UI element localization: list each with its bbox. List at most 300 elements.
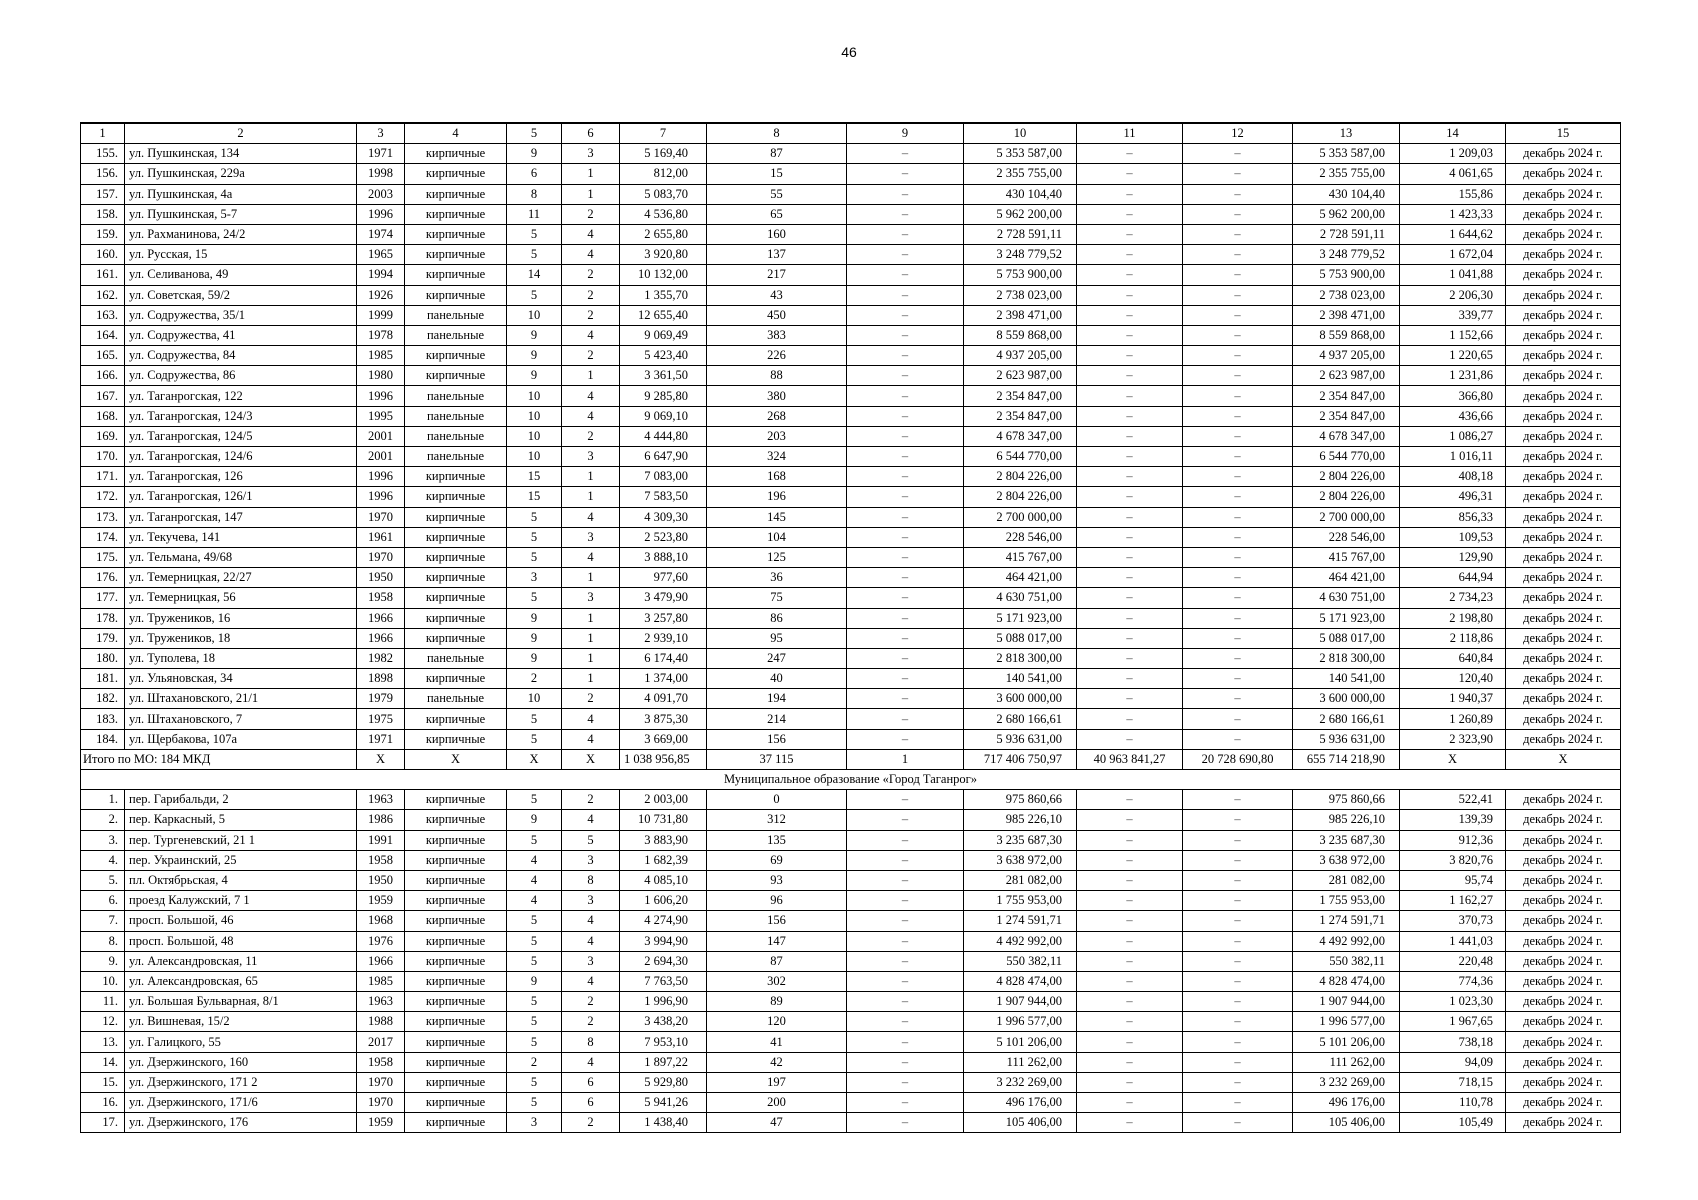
table-cell-col-13: 2 680 166,61	[1293, 709, 1400, 729]
table-cell-col-4: кирпичные	[405, 709, 507, 729]
table-cell-col-14: 522,41	[1400, 790, 1506, 810]
table-cell-col-1: 159.	[81, 224, 125, 244]
table-cell-col-13: 464 421,00	[1293, 568, 1400, 588]
table-cell-col-7: 977,60	[620, 568, 707, 588]
table-row	[81, 1093, 1621, 1113]
table-cell-col-9: –	[847, 588, 964, 608]
table-cell-col-5: 11	[507, 204, 562, 224]
table-cell-col-2: ул. Туполева, 18	[125, 648, 357, 668]
table-cell-col-2: проезд Калужский, 7 1	[125, 891, 357, 911]
table-cell-col-13: 3 248 779,52	[1293, 245, 1400, 265]
table-cell-col-4: панельные	[405, 406, 507, 426]
table-cell-col-2: ул. Дзержинского, 160	[125, 1052, 357, 1072]
table-cell-col-5: 2	[507, 669, 562, 689]
table-cell-col-5: 10	[507, 447, 562, 467]
table-cell-col-1: 157.	[81, 184, 125, 204]
table-cell-col-14: 1 967,65	[1400, 1012, 1506, 1032]
table-cell-col-8: 196	[707, 487, 847, 507]
table-cell-col-2: ул. Таганрогская, 124/6	[125, 447, 357, 467]
table-cell-col-9: –	[847, 285, 964, 305]
table-cell-col-13: 1 274 591,71	[1293, 911, 1400, 931]
table-cell-col-5: 5	[507, 1012, 562, 1032]
table-cell-col-2: ул. Рахманинова, 24/2	[125, 224, 357, 244]
table-cell-col-7: 3 994,90	[620, 931, 707, 951]
table-cell-col-9: –	[847, 870, 964, 890]
table-cell-col-3: 1970	[357, 1072, 405, 1092]
table-cell-col-4: кирпичные	[405, 931, 507, 951]
table-cell-col-11: –	[1077, 325, 1183, 345]
table-cell-col-14: 105,49	[1400, 1113, 1506, 1133]
table-cell-col-11: –	[1077, 830, 1183, 850]
table-cell-col-5: 9	[507, 144, 562, 164]
section-title-row	[81, 770, 1621, 790]
table-cell-col-5: 5	[507, 1072, 562, 1092]
table-cell-col-4: кирпичные	[405, 1032, 507, 1052]
table-cell-col-6: 2	[562, 204, 620, 224]
table-cell-col-1: 5.	[81, 870, 125, 890]
table-cell-col-14: 496,31	[1400, 487, 1506, 507]
table-cell-col-5: 9	[507, 608, 562, 628]
table-cell-col-8: 137	[707, 245, 847, 265]
table-cell-col-12: –	[1183, 406, 1293, 426]
table-cell-col-10: 8 559 868,00	[964, 325, 1077, 345]
table-cell-col-9: –	[847, 911, 964, 931]
table-cell-col-12: –	[1183, 245, 1293, 265]
table-cell-col-7: 4 274,90	[620, 911, 707, 931]
table-cell-col-10: 1 996 577,00	[964, 1012, 1077, 1032]
table-cell-col-12: –	[1183, 204, 1293, 224]
table-cell-col-12: –	[1183, 648, 1293, 668]
table-cell-col-14: 366,80	[1400, 386, 1506, 406]
total-cell-8: 37 115	[707, 749, 847, 769]
table-cell-col-4: кирпичные	[405, 164, 507, 184]
table-cell-col-13: 5 088 017,00	[1293, 628, 1400, 648]
table-cell-col-2: ул. Дзержинского, 171 2	[125, 1072, 357, 1092]
table-cell-col-15: декабрь 2024 г.	[1506, 305, 1621, 325]
table-cell-col-11: –	[1077, 951, 1183, 971]
table-row	[81, 507, 1621, 527]
table-cell-col-7: 5 169,40	[620, 144, 707, 164]
table-cell-col-9: –	[847, 527, 964, 547]
table-row	[81, 245, 1621, 265]
table-cell-col-5: 5	[507, 709, 562, 729]
table-cell-col-4: кирпичные	[405, 1012, 507, 1032]
table-cell-col-6: 4	[562, 709, 620, 729]
table-cell-col-5: 5	[507, 911, 562, 931]
table-cell-col-13: 2 623 987,00	[1293, 366, 1400, 386]
table-cell-col-12: –	[1183, 891, 1293, 911]
table-cell-col-13: 550 382,11	[1293, 951, 1400, 971]
table-cell-col-3: 1996	[357, 487, 405, 507]
table-cell-col-8: 40	[707, 669, 847, 689]
table-cell-col-2: ул. Щербакова, 107а	[125, 729, 357, 749]
table-cell-col-4: панельные	[405, 689, 507, 709]
table-cell-col-10: 2 623 987,00	[964, 366, 1077, 386]
table-cell-col-13: 6 544 770,00	[1293, 447, 1400, 467]
table-row	[81, 426, 1621, 446]
table-cell-col-4: кирпичные	[405, 265, 507, 285]
table-cell-col-13: 975 860,66	[1293, 790, 1400, 810]
table-cell-col-3: 1963	[357, 790, 405, 810]
section-title: Муниципальное образование «Город Таганрог»	[81, 770, 1621, 790]
table-cell-col-8: 302	[707, 971, 847, 991]
table-cell-col-14: 408,18	[1400, 467, 1506, 487]
table-cell-col-14: 2 323,90	[1400, 729, 1506, 749]
table-cell-col-4: кирпичные	[405, 850, 507, 870]
table-cell-col-6: 2	[562, 992, 620, 1012]
table-cell-col-11: –	[1077, 144, 1183, 164]
table-cell-col-14: 644,94	[1400, 568, 1506, 588]
table-cell-col-13: 5 171 923,00	[1293, 608, 1400, 628]
housing-registry-table	[80, 122, 1621, 1133]
table-row	[81, 386, 1621, 406]
table-cell-col-12: –	[1183, 447, 1293, 467]
table-cell-col-3: 1985	[357, 971, 405, 991]
table-row	[81, 346, 1621, 366]
table-cell-col-12: –	[1183, 689, 1293, 709]
table-cell-col-6: 2	[562, 426, 620, 446]
table-cell-col-15: декабрь 2024 г.	[1506, 608, 1621, 628]
table-body-section-1	[81, 144, 1621, 750]
table-row	[81, 184, 1621, 204]
table-cell-col-5: 5	[507, 790, 562, 810]
table-cell-col-6: 2	[562, 305, 620, 325]
table-cell-col-11: –	[1077, 406, 1183, 426]
table-cell-col-8: 55	[707, 184, 847, 204]
table-cell-col-1: 3.	[81, 830, 125, 850]
table-row	[81, 790, 1621, 810]
table-cell-col-9: –	[847, 850, 964, 870]
table-cell-col-14: 94,09	[1400, 1052, 1506, 1072]
table-cell-col-9: –	[847, 790, 964, 810]
table-cell-col-9: –	[847, 1113, 964, 1133]
table-cell-col-14: 220,48	[1400, 951, 1506, 971]
table-cell-col-14: 1 209,03	[1400, 144, 1506, 164]
table-cell-col-14: 139,39	[1400, 810, 1506, 830]
table-cell-col-7: 5 083,70	[620, 184, 707, 204]
table-row	[81, 224, 1621, 244]
table-cell-col-7: 3 479,90	[620, 588, 707, 608]
table-cell-col-2: ул. Темерницкая, 22/27	[125, 568, 357, 588]
table-cell-col-1: 160.	[81, 245, 125, 265]
table-cell-col-13: 3 600 000,00	[1293, 689, 1400, 709]
table-cell-col-11: –	[1077, 1113, 1183, 1133]
table-cell-col-10: 2 680 166,61	[964, 709, 1077, 729]
column-header-8: 8	[707, 123, 847, 144]
table-cell-col-11: –	[1077, 184, 1183, 204]
column-header-14: 14	[1400, 123, 1506, 144]
table-cell-col-6: 2	[562, 265, 620, 285]
table-row	[81, 709, 1621, 729]
table-cell-col-15: декабрь 2024 г.	[1506, 265, 1621, 285]
table-cell-col-12: –	[1183, 325, 1293, 345]
table-cell-col-10: 105 406,00	[964, 1113, 1077, 1133]
table-cell-col-10: 3 248 779,52	[964, 245, 1077, 265]
table-cell-col-7: 2 694,30	[620, 951, 707, 971]
table-cell-col-2: пер. Тургеневский, 21 1	[125, 830, 357, 850]
table-cell-col-7: 7 763,50	[620, 971, 707, 991]
table-cell-col-3: 1966	[357, 951, 405, 971]
table-cell-col-3: 1966	[357, 628, 405, 648]
table-row	[81, 648, 1621, 668]
table-cell-col-8: 36	[707, 568, 847, 588]
table-cell-col-15: декабрь 2024 г.	[1506, 689, 1621, 709]
table-row	[81, 669, 1621, 689]
table-cell-col-12: –	[1183, 971, 1293, 991]
table-cell-col-1: 11.	[81, 992, 125, 1012]
table-cell-col-9: –	[847, 689, 964, 709]
table-row	[81, 1113, 1621, 1133]
table-cell-col-4: кирпичные	[405, 527, 507, 547]
table-cell-col-4: кирпичные	[405, 204, 507, 224]
table-cell-col-8: 86	[707, 608, 847, 628]
table-cell-col-1: 164.	[81, 325, 125, 345]
table-cell-col-8: 89	[707, 992, 847, 1012]
table-cell-col-6: 8	[562, 870, 620, 890]
table-cell-col-2: пер. Каркасный, 5	[125, 810, 357, 830]
table-cell-col-14: 1 220,65	[1400, 346, 1506, 366]
table-cell-col-9: –	[847, 426, 964, 446]
table-cell-col-12: –	[1183, 830, 1293, 850]
table-cell-col-4: кирпичные	[405, 467, 507, 487]
table-cell-col-3: 1991	[357, 830, 405, 850]
table-cell-col-8: 41	[707, 1032, 847, 1052]
table-cell-col-15: декабрь 2024 г.	[1506, 931, 1621, 951]
table-cell-col-6: 4	[562, 245, 620, 265]
table-cell-col-1: 10.	[81, 971, 125, 991]
column-header-13: 13	[1293, 123, 1400, 144]
table-cell-col-11: –	[1077, 164, 1183, 184]
table-cell-col-10: 5 101 206,00	[964, 1032, 1077, 1052]
table-row	[81, 608, 1621, 628]
table-cell-col-3: 1988	[357, 1012, 405, 1032]
table-cell-col-6: 3	[562, 891, 620, 911]
table-cell-col-13: 111 262,00	[1293, 1052, 1400, 1072]
table-cell-col-13: 140 541,00	[1293, 669, 1400, 689]
table-cell-col-7: 4 536,80	[620, 204, 707, 224]
table-cell-col-8: 15	[707, 164, 847, 184]
table-cell-col-6: 1	[562, 184, 620, 204]
table-cell-col-5: 5	[507, 1032, 562, 1052]
table-cell-col-1: 184.	[81, 729, 125, 749]
table-cell-col-12: –	[1183, 366, 1293, 386]
table-cell-col-4: кирпичные	[405, 144, 507, 164]
table-cell-col-10: 5 353 587,00	[964, 144, 1077, 164]
table-cell-col-5: 3	[507, 568, 562, 588]
table-cell-col-7: 2 523,80	[620, 527, 707, 547]
table-cell-col-10: 2 398 471,00	[964, 305, 1077, 325]
table-cell-col-1: 12.	[81, 1012, 125, 1032]
table-cell-col-10: 430 104,40	[964, 184, 1077, 204]
table-cell-col-3: 1996	[357, 386, 405, 406]
table-cell-col-5: 8	[507, 184, 562, 204]
total-cell-14: Х	[1400, 749, 1506, 769]
table-cell-col-15: декабрь 2024 г.	[1506, 1072, 1621, 1092]
table-cell-col-8: 135	[707, 830, 847, 850]
table-cell-col-6: 1	[562, 366, 620, 386]
table-cell-col-4: кирпичные	[405, 830, 507, 850]
table-row	[81, 971, 1621, 991]
table-cell-col-1: 17.	[81, 1113, 125, 1133]
table-cell-col-4: кирпичные	[405, 951, 507, 971]
table-cell-col-4: кирпичные	[405, 669, 507, 689]
table-cell-col-13: 5 101 206,00	[1293, 1032, 1400, 1052]
table-cell-col-8: 93	[707, 870, 847, 890]
table-cell-col-5: 10	[507, 406, 562, 426]
table-cell-col-3: 1966	[357, 608, 405, 628]
table-row	[81, 588, 1621, 608]
table-cell-col-3: 1986	[357, 810, 405, 830]
table-cell-col-15: декабрь 2024 г.	[1506, 527, 1621, 547]
table-cell-col-4: кирпичные	[405, 790, 507, 810]
table-cell-col-2: ул. Таганрогская, 122	[125, 386, 357, 406]
table-cell-col-15: декабрь 2024 г.	[1506, 386, 1621, 406]
table-cell-col-7: 2 939,10	[620, 628, 707, 648]
table-cell-col-2: ул. Содружества, 86	[125, 366, 357, 386]
table-cell-col-2: ул. Александровская, 65	[125, 971, 357, 991]
table-cell-col-13: 3 235 687,30	[1293, 830, 1400, 850]
table-cell-col-6: 2	[562, 285, 620, 305]
table-cell-col-7: 6 174,40	[620, 648, 707, 668]
table-cell-col-9: –	[847, 325, 964, 345]
table-cell-col-5: 4	[507, 891, 562, 911]
table-cell-col-7: 1 682,39	[620, 850, 707, 870]
table-cell-col-1: 169.	[81, 426, 125, 446]
table-cell-col-11: –	[1077, 366, 1183, 386]
table-cell-col-2: пер. Гарибальди, 2	[125, 790, 357, 810]
table-cell-col-10: 2 818 300,00	[964, 648, 1077, 668]
table-cell-col-1: 2.	[81, 810, 125, 830]
table-cell-col-15: декабрь 2024 г.	[1506, 507, 1621, 527]
table-row	[81, 568, 1621, 588]
table-cell-col-2: ул. Вишневая, 15/2	[125, 1012, 357, 1032]
table-cell-col-2: ул. Тельмана, 49/68	[125, 547, 357, 567]
table-cell-col-5: 9	[507, 325, 562, 345]
table-cell-col-2: ул. Темерницкая, 56	[125, 588, 357, 608]
table-cell-col-14: 1 086,27	[1400, 426, 1506, 446]
table-cell-col-8: 87	[707, 144, 847, 164]
table-cell-col-15: декабрь 2024 г.	[1506, 285, 1621, 305]
table-cell-col-1: 177.	[81, 588, 125, 608]
table-cell-col-12: –	[1183, 527, 1293, 547]
table-cell-col-2: просп. Большой, 46	[125, 911, 357, 931]
table-cell-col-14: 1 016,11	[1400, 447, 1506, 467]
table-cell-col-10: 3 235 687,30	[964, 830, 1077, 850]
table-cell-col-3: 1898	[357, 669, 405, 689]
table-cell-col-13: 105 406,00	[1293, 1113, 1400, 1133]
table-cell-col-9: –	[847, 931, 964, 951]
table-cell-col-3: 1926	[357, 285, 405, 305]
table-cell-col-2: просп. Большой, 48	[125, 931, 357, 951]
table-cell-col-3: 1975	[357, 709, 405, 729]
table-cell-col-13: 228 546,00	[1293, 527, 1400, 547]
table-cell-col-14: 1 023,30	[1400, 992, 1506, 1012]
table-cell-col-10: 2 738 023,00	[964, 285, 1077, 305]
table-cell-col-8: 268	[707, 406, 847, 426]
table-cell-col-15: декабрь 2024 г.	[1506, 426, 1621, 446]
table-cell-col-10: 415 767,00	[964, 547, 1077, 567]
table-cell-col-13: 1 996 577,00	[1293, 1012, 1400, 1032]
table-cell-col-1: 182.	[81, 689, 125, 709]
table-cell-col-9: –	[847, 951, 964, 971]
table-cell-col-1: 158.	[81, 204, 125, 224]
table-cell-col-6: 3	[562, 588, 620, 608]
table-cell-col-14: 856,33	[1400, 507, 1506, 527]
table-cell-col-10: 1 907 944,00	[964, 992, 1077, 1012]
table-row	[81, 1072, 1621, 1092]
table-row	[81, 305, 1621, 325]
table-cell-col-1: 1.	[81, 790, 125, 810]
table-cell-col-7: 3 361,50	[620, 366, 707, 386]
total-cell-11: 40 963 841,27	[1077, 749, 1183, 769]
table-cell-col-5: 4	[507, 850, 562, 870]
table-cell-col-11: –	[1077, 386, 1183, 406]
table-cell-col-13: 5 753 900,00	[1293, 265, 1400, 285]
table-cell-col-9: –	[847, 1052, 964, 1072]
table-cell-col-3: 1994	[357, 265, 405, 285]
table-cell-col-14: 436,66	[1400, 406, 1506, 426]
table-cell-col-2: ул. Дзержинского, 171/6	[125, 1093, 357, 1113]
table-row	[81, 628, 1621, 648]
table-cell-col-15: декабрь 2024 г.	[1506, 1032, 1621, 1052]
table-cell-col-14: 774,36	[1400, 971, 1506, 991]
table-cell-col-10: 4 630 751,00	[964, 588, 1077, 608]
table-cell-col-6: 4	[562, 507, 620, 527]
table-cell-col-13: 5 936 631,00	[1293, 729, 1400, 749]
table-cell-col-14: 129,90	[1400, 547, 1506, 567]
table-cell-col-15: декабрь 2024 г.	[1506, 911, 1621, 931]
table-cell-col-15: декабрь 2024 г.	[1506, 669, 1621, 689]
table-row	[81, 810, 1621, 830]
table-cell-col-4: кирпичные	[405, 346, 507, 366]
table-cell-col-13: 2 700 000,00	[1293, 507, 1400, 527]
table-row	[81, 164, 1621, 184]
table-cell-col-10: 140 541,00	[964, 669, 1077, 689]
table-cell-col-13: 3 232 269,00	[1293, 1072, 1400, 1092]
table-cell-col-7: 5 929,80	[620, 1072, 707, 1092]
table-cell-col-13: 4 937 205,00	[1293, 346, 1400, 366]
table-cell-col-4: кирпичные	[405, 729, 507, 749]
table-cell-col-14: 912,36	[1400, 830, 1506, 850]
table-cell-col-5: 2	[507, 1052, 562, 1072]
table-cell-col-3: 1996	[357, 204, 405, 224]
table-cell-col-12: –	[1183, 346, 1293, 366]
table-cell-col-6: 1	[562, 568, 620, 588]
table-cell-col-15: декабрь 2024 г.	[1506, 729, 1621, 749]
table-row	[81, 467, 1621, 487]
table-cell-col-9: –	[847, 164, 964, 184]
table-cell-col-11: –	[1077, 547, 1183, 567]
table-cell-col-4: кирпичные	[405, 1052, 507, 1072]
table-cell-col-15: декабрь 2024 г.	[1506, 487, 1621, 507]
table-cell-col-12: –	[1183, 992, 1293, 1012]
table-cell-col-11: –	[1077, 346, 1183, 366]
table-cell-col-15: декабрь 2024 г.	[1506, 588, 1621, 608]
table-row	[81, 891, 1621, 911]
table-cell-col-9: –	[847, 386, 964, 406]
table-cell-col-8: 194	[707, 689, 847, 709]
table-cell-col-13: 2 738 023,00	[1293, 285, 1400, 305]
table-cell-col-2: ул. Тружеников, 16	[125, 608, 357, 628]
column-header-12: 12	[1183, 123, 1293, 144]
table-cell-col-13: 1 907 944,00	[1293, 992, 1400, 1012]
table-cell-col-5: 9	[507, 366, 562, 386]
table-cell-col-10: 2 728 591,11	[964, 224, 1077, 244]
table-cell-col-12: –	[1183, 426, 1293, 446]
table-cell-col-12: –	[1183, 1072, 1293, 1092]
table-cell-col-7: 12 655,40	[620, 305, 707, 325]
table-cell-col-2: ул. Пушкинская, 4а	[125, 184, 357, 204]
